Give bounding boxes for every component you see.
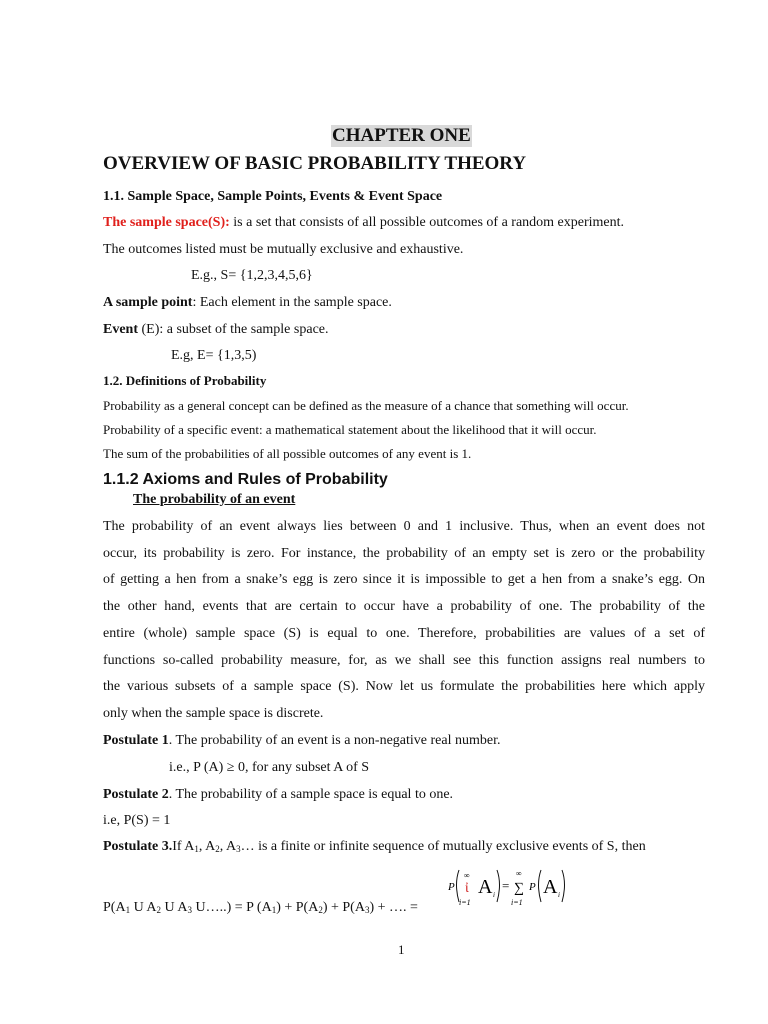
event-definition: [103, 321, 329, 339]
paragraph-line: functions so-called probability measure, for, as we shall see this function assigns real numbers to: [103, 652, 705, 668]
postulate-2: [103, 786, 453, 804]
postulate-2-label: Postulate 2: [103, 787, 169, 802]
formula-right-paren-2: [562, 870, 565, 902]
formula-sub-left: i: [493, 891, 495, 899]
postulate-1-text: . The probability of an event is a non-negative real number.: [168, 733, 501, 748]
formula-p-right: P: [529, 881, 536, 893]
sample-point-text: : Each element in the sample space.: [192, 295, 392, 310]
paragraph-line: the various subsets of a sample space (S). Now let us formulate the probabilities here which apply: [103, 679, 705, 695]
postulate-3-formula-text: $P(A_1$ U $A_2$ U $A_3$ U…..) = P $(A_1) + P(A_2) + P(A_3)$ + …. =: [103, 900, 418, 915]
section-1-1-heading: 1.1. Sample Space, Sample Points, Events & Event Space: [103, 189, 443, 204]
sample-space-text: is a set that consists of all possible outcomes of a random experiment.: [229, 215, 625, 230]
postulate-2-example: i.e, P(S) = 1: [103, 813, 171, 828]
event-term: Event: [103, 322, 138, 337]
postulate-2-text: . The probability of a sample space is equal to one.: [168, 787, 454, 802]
probability-of-event-subheading: The probability of an event: [133, 492, 296, 507]
paragraph-line: of getting a hen from a snake’s egg is zero since it is impossible to get a hen from a snake’s egg. On: [103, 572, 705, 588]
definition-line-2: Probability of a specific event: a mathematical statement about the likelihood that it will occur.: [103, 422, 597, 437]
union-sum-formula: [445, 862, 585, 912]
paragraph-line: The probability of an event always lies between 0 and 1 inclusive. Thus, when an event does not: [103, 519, 705, 534]
outcomes-line: The outcomes listed must be mutually exclusive and exhaustive.: [103, 242, 464, 257]
postulate-1: [103, 732, 500, 750]
postulate-3-text: If $A_1$, $A_2$, $A_3\dots$ is a finite or infinite sequence of mutually exclusive events of S, then: [172, 839, 646, 854]
paragraph-line: the other hand, events that are certain to occur have a probability of one. The probability of the: [103, 599, 705, 615]
chapter-label: CHAPTER ONE: [332, 125, 471, 146]
formula-p-left: P: [448, 881, 455, 893]
formula-right-paren: [497, 870, 500, 902]
formula-sub-right: i: [558, 891, 560, 899]
axioms-paragraph: [103, 514, 705, 728]
postulate-3-label: Postulate 3.: [103, 839, 173, 854]
definition-line-1: Probability as a general concept can be defined as the measure of a chance that something will occur.: [103, 398, 629, 413]
definition-line-3: The sum of the probabilities of all possible outcomes of any event is 1.: [103, 446, 472, 461]
section-1-1-2-heading: 1.1.2 Axioms and Rules of Probability: [103, 471, 388, 488]
formula-left-paren-2: [539, 870, 542, 902]
chapter-title: OVERVIEW OF BASIC PROBABILITY THEORY: [103, 153, 527, 174]
sample-space-definition: [103, 214, 624, 232]
formula-a-left: A: [478, 876, 493, 898]
formula-equals: =: [502, 878, 510, 893]
event-text: (E): a subset of the sample space.: [138, 322, 329, 337]
page-number: 1: [398, 942, 405, 957]
formula-union: ἰ: [465, 881, 469, 896]
formula-a-right: A: [543, 876, 558, 898]
postulate-3: [103, 838, 646, 858]
paragraph-line: only when the sample space is discrete.: [103, 705, 324, 721]
sample-space-example: E.g., S= {1,2,3,4,5,6}: [191, 268, 313, 283]
paragraph-line: entire (whole) sample space (S) is equal to one. Therefore, probabilities are values of a set of: [103, 625, 705, 641]
formula-sum: ∑: [514, 881, 524, 896]
paragraph-line: occur, its probability is zero. For instance, the probability of an empty set is zero or the probability: [103, 545, 705, 561]
formula-upper-left: ∞: [464, 871, 470, 880]
postulate-1-example: i.e., P (A) ≥ 0, for any subset A of S: [169, 760, 370, 775]
sample-point-definition: [103, 294, 392, 312]
formula-lower-right: i=1: [511, 898, 523, 907]
formula-upper-right: ∞: [516, 869, 522, 878]
postulate-1-label: Postulate 1: [103, 733, 169, 748]
section-1-2-heading: 1.2. Definitions of Probability: [103, 373, 267, 388]
sample-space-term: The sample space(S):: [103, 215, 230, 230]
sample-point-term: A sample point: [103, 295, 193, 310]
event-example: E.g, E= {1,3,5): [171, 348, 257, 363]
formula-lower-left: i=1: [459, 898, 471, 907]
